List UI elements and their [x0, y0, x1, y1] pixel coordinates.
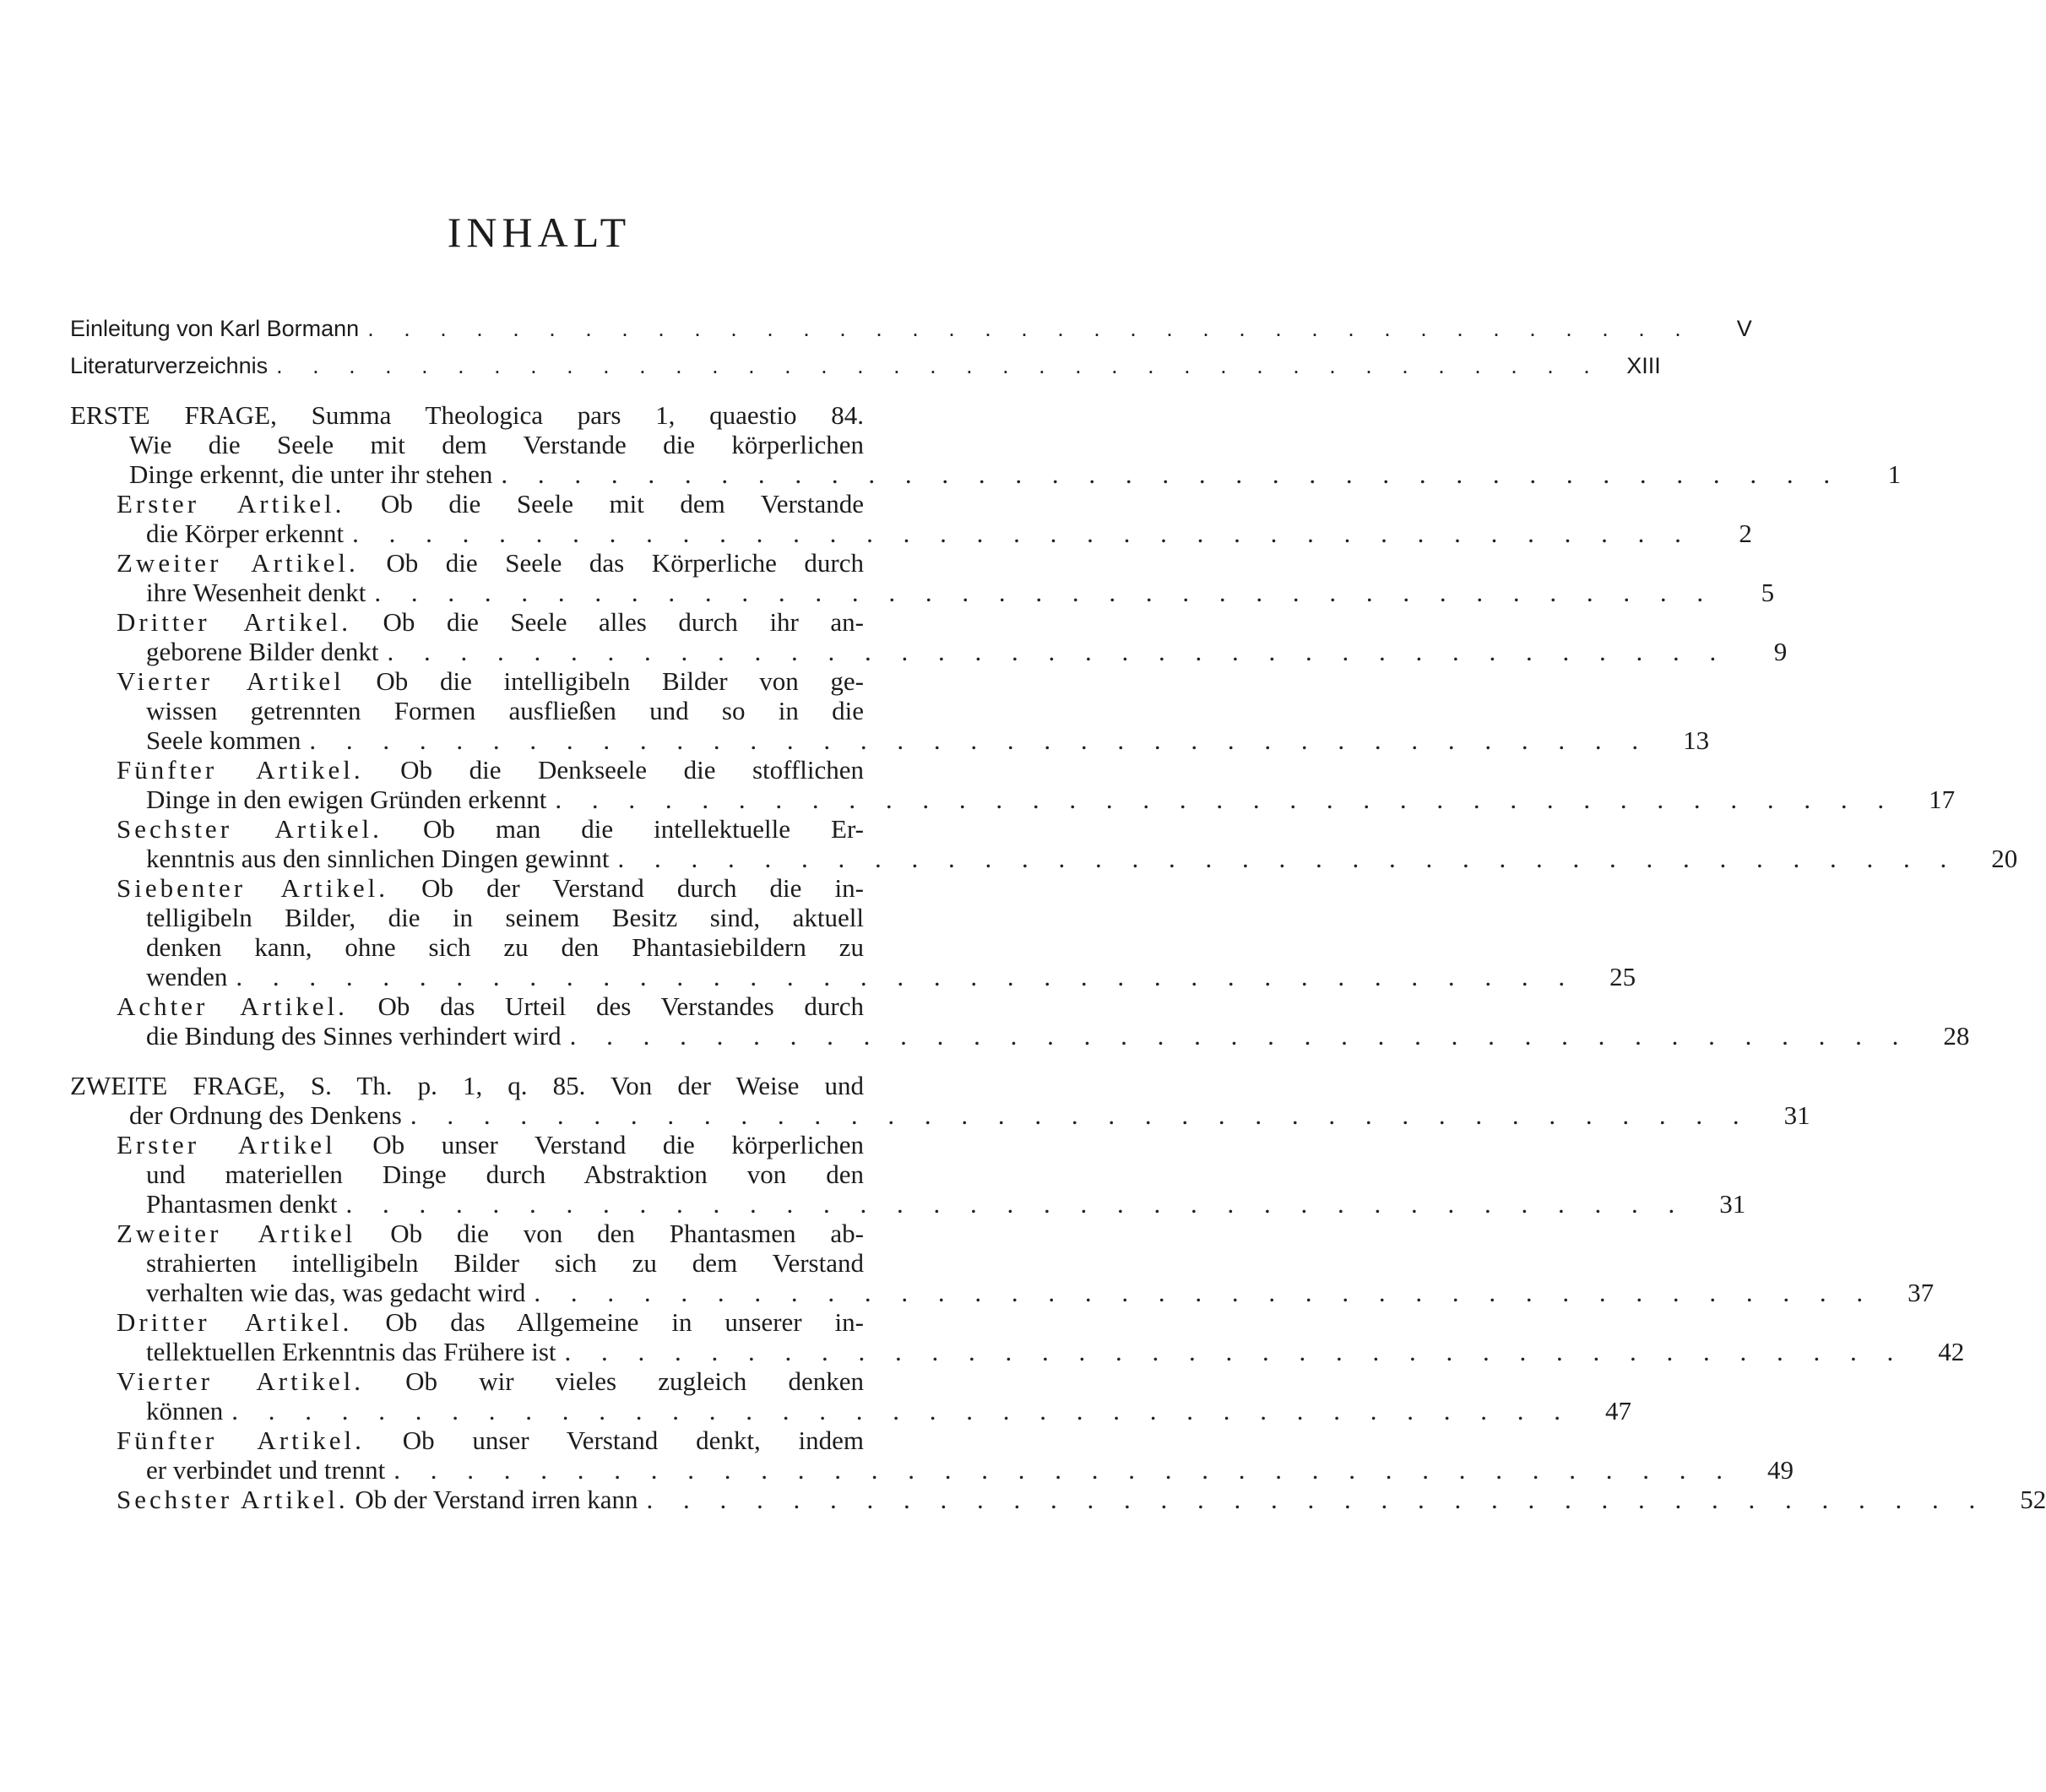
front-last-line — [70, 314, 1752, 343]
article-last-line — [117, 637, 1788, 666]
article-last-text: die Bindung des Sinnes verhindert wird — [146, 1021, 562, 1051]
toc-article — [70, 1219, 1935, 1307]
toc-article — [70, 755, 1956, 814]
article-label: Achter Artikel. — [117, 991, 348, 1021]
leader-dots: . . . . . . . . . . . . . . . . . . . . . . . . . . . . . . . . . . . . . — [345, 1189, 1687, 1219]
article-label: Fünfter Artikel. — [117, 1425, 365, 1455]
leader-dots: . . . . . . . . . . . . . . . . . . . . . . . . . . . . . . . . . . . . . — [617, 844, 1959, 873]
toc-article — [70, 1130, 1746, 1219]
leader-dots: . . . . . . . . . . . . . . . . . . . . . . . . . . . . . . . . . . . . . — [564, 1337, 1906, 1366]
article-first-line: Erster Artikel. Ob die Seele mit dem Verstande — [117, 489, 864, 519]
leader-dots: . . . . . . . . . . . . . . . . . . . . . . . . . . . . . . . . . . . . . — [410, 1100, 1751, 1130]
leader-dots: . . . . . . . . . . . . . . . . . . . . . . . . . . . . . . . . . . . . . — [367, 316, 1693, 341]
page-number: 17 — [1929, 785, 1956, 814]
leader-dots: . . . . . . . . . . . . . . . . . . . . . . . . . . . . . . . . . . . . . — [387, 637, 1729, 666]
article-first-line: Zweiter Artikel Ob die von den Phantasmen ab- — [117, 1219, 864, 1248]
article-last-text: die Körper erkennt — [146, 519, 345, 548]
page-number: 49 — [1767, 1455, 1794, 1485]
toc-article — [70, 607, 1788, 666]
article-last-line — [117, 962, 1636, 991]
article-last-line — [117, 725, 1710, 755]
article-first-line: Erster Artikel Ob unser Verstand die körperlichen — [117, 1130, 864, 1159]
article-label: Sechster Artikel. — [117, 1485, 349, 1514]
leader-dots: . . . . . . . . . . . . . . . . . . . . . . . . . . . . . . . . . . . . . — [569, 1021, 1911, 1051]
article-first-line: Vierter Artikel Ob die intelligibeln Bilder von ge- — [117, 666, 865, 696]
question-text — [70, 1071, 1810, 1130]
leader-dots: . . . . . . . . . . . . . . . . . . . . . . . . . . . . . . . . . . . . . — [236, 962, 1577, 991]
page-number: 37 — [1908, 1278, 1935, 1307]
article-first-line: Dritter Artikel. Ob das Allgemeine in unserer in- — [117, 1307, 864, 1337]
article-label: Sechster Artikel. — [117, 814, 383, 844]
article-last-text: geborene Bilder denkt — [146, 637, 379, 666]
page-title: INHALT — [447, 209, 632, 256]
article-label: Dritter Artikel. — [117, 1307, 353, 1337]
toc-article — [70, 666, 1710, 755]
article-label: Vierter Artikel — [117, 666, 345, 696]
page-number: 52 — [2020, 1485, 2046, 1514]
page-number: V — [1736, 316, 1752, 341]
page-number: 13 — [1683, 725, 1710, 755]
article-first-line: Dritter Artikel. Ob die Seele alles durch ihr an- — [117, 607, 864, 637]
question-text — [70, 400, 1902, 489]
article-last-text: Seele kommen — [146, 725, 301, 755]
article-last-line — [117, 1189, 1746, 1219]
leader-dots: . . . . . . . . . . . . . . . . . . . . . . . . . . . . . . . . . . . . . — [534, 1278, 1875, 1307]
leader-dots: . . . . . . . . . . . . . . . . . . . . . . . . . . . . . . . . . . . . . — [309, 725, 1651, 755]
article-label: Erster Artikel — [117, 1130, 336, 1159]
article-last-line — [117, 578, 1775, 607]
article-line: wissen getrennten Formen ausfließen und so in die — [146, 696, 864, 725]
toc-article — [70, 1307, 1965, 1366]
leader-dots: . . . . . . . . . . . . . . . . . . . . . . . . . . . . . . . . . . . . . — [374, 578, 1716, 607]
article-last-line — [117, 1396, 1632, 1425]
toc-entry-front — [70, 314, 1752, 343]
article-first-line: Siebenter Artikel. Ob der Verstand durch die in- — [117, 873, 864, 903]
article-last-text: er verbindet und trennt — [146, 1455, 386, 1485]
article-last-line — [117, 1278, 1935, 1307]
article-last-text: Phantasmen denkt — [146, 1189, 338, 1219]
leader-dots: . . . . . . . . . . . . . . . . . . . . . . . . . . . . . . . . . . . . . — [646, 1485, 1988, 1514]
article-last-text: ihre Wesenheit denkt — [146, 578, 366, 607]
page-number: 42 — [1938, 1337, 1965, 1366]
toc-article — [70, 991, 1970, 1051]
article-last-line — [117, 519, 1752, 548]
article-last-line — [117, 844, 2018, 873]
page-number: 31 — [1783, 1100, 1810, 1130]
article-last-line — [117, 1455, 1794, 1485]
page-number: 9 — [1773, 637, 1788, 666]
article-last-text: kenntnis aus den sinnlichen Dingen gewinnt — [146, 844, 610, 873]
table-of-contents — [70, 314, 2046, 1514]
page-number: 5 — [1761, 578, 1775, 607]
toc-article — [70, 1425, 1794, 1485]
toc-article — [70, 1485, 2046, 1514]
article-first-line: Fünfter Artikel. Ob die Denkseele die stofflichen — [117, 755, 864, 785]
toc-article — [70, 548, 1775, 607]
article-last-text: Sechster Artikel. Ob der Verstand irren kann — [117, 1485, 638, 1514]
toc-article — [70, 1366, 1632, 1425]
page-number: 31 — [1719, 1189, 1746, 1219]
article-label: Fünfter Artikel. — [117, 755, 364, 785]
question-line: ERSTE FRAGE, Summa Theologica pars 1, quaestio 84. — [70, 400, 864, 430]
entry-text: Literaturverzeichnis — [70, 353, 269, 378]
article-last-line — [117, 1337, 1965, 1366]
question-line: Wie die Seele mit dem Verstande die körperlichen — [129, 430, 864, 459]
toc-question — [70, 400, 1902, 489]
article-last-line — [117, 1485, 2046, 1514]
article-last-text: verhalten wie das, was gedacht wird — [146, 1278, 526, 1307]
article-last-text: können — [146, 1396, 224, 1425]
toc-question — [70, 1071, 1810, 1130]
article-line: denken kann, ohne sich zu den Phantasiebildern zu — [146, 932, 864, 962]
page-number: 1 — [1887, 459, 1902, 489]
article-line: telligibeln Bilder, die in seinem Besitz sind, aktuell — [146, 903, 864, 932]
page-number: 20 — [1991, 844, 2018, 873]
toc-article — [70, 489, 1752, 548]
leader-dots: . . . . . . . . . . . . . . . . . . . . . . . . . . . . . . . . . . . . . — [555, 785, 1897, 814]
article-line: und materiellen Dinge durch Abstraktion von den — [146, 1159, 864, 1189]
article-last-text: tellektuellen Erkenntnis das Frühere ist — [146, 1337, 556, 1366]
article-label: Vierter Artikel. — [117, 1366, 364, 1396]
article-label: Zweiter Artikel. — [117, 548, 359, 578]
article-first-line: Vierter Artikel. Ob wir vieles zugleich denken — [117, 1366, 864, 1396]
front-last-line — [70, 351, 1661, 380]
toc-article — [70, 873, 1636, 991]
question-line: ZWEITE FRAGE, S. Th. p. 1, q. 85. Von der Weise und — [70, 1071, 864, 1100]
page-number: 28 — [1943, 1021, 1970, 1051]
leader-dots: . . . . . . . . . . . . . . . . . . . . . . . . . . . . . . . . . . . . . — [231, 1396, 1573, 1425]
article-label: Zweiter Artikel — [117, 1219, 356, 1248]
article-first-line: Zweiter Artikel. Ob die Seele das Körperliche durch — [117, 548, 864, 578]
question-last-text: Dinge erkennt, die unter ihr stehen — [129, 459, 493, 489]
article-line: strahierten intelligibeln Bilder sich zu dem Verstand — [146, 1248, 864, 1278]
page-number: XIII — [1626, 353, 1661, 378]
page-number: 47 — [1605, 1396, 1632, 1425]
article-last-line — [117, 1021, 1970, 1051]
page-number: 25 — [1609, 962, 1636, 991]
article-first-line: Fünfter Artikel. Ob unser Verstand denkt, indem — [117, 1425, 864, 1455]
article-label: Erster Artikel. — [117, 489, 345, 519]
question-last-text: der Ordnung des Denkens — [129, 1100, 402, 1130]
leader-dots: . . . . . . . . . . . . . . . . . . . . . . . . . . . . . . . . . . . . . — [352, 519, 1693, 548]
leader-dots: . . . . . . . . . . . . . . . . . . . . . . . . . . . . . . . . . . . . . — [501, 459, 1842, 489]
leader-dots: . . . . . . . . . . . . . . . . . . . . . . . . . . . . . . . . . . . . . — [393, 1455, 1734, 1485]
article-label: Siebenter Artikel. — [117, 873, 389, 903]
article-first-line: Achter Artikel. Ob das Urteil des Verstandes durch — [117, 991, 864, 1021]
question-last-line — [70, 1100, 1810, 1130]
toc-entry-front — [70, 351, 1661, 380]
article-last-text: wenden — [146, 962, 228, 991]
article-last-line — [117, 785, 1956, 814]
entry-text: Einleitung von Karl Bormann — [70, 316, 360, 341]
leader-dots: . . . . . . . . . . . . . . . . . . . . . . . . . . . . . . . . . . . . . — [276, 353, 1602, 378]
article-last-text: Dinge in den ewigen Gründen erkennt — [146, 785, 547, 814]
page-number: 2 — [1739, 519, 1752, 548]
toc-article — [70, 814, 2018, 873]
article-first-line: Sechster Artikel. Ob man die intellektuelle Er- — [117, 814, 864, 844]
question-last-line — [70, 459, 1902, 489]
article-label: Dritter Artikel. — [117, 607, 352, 637]
